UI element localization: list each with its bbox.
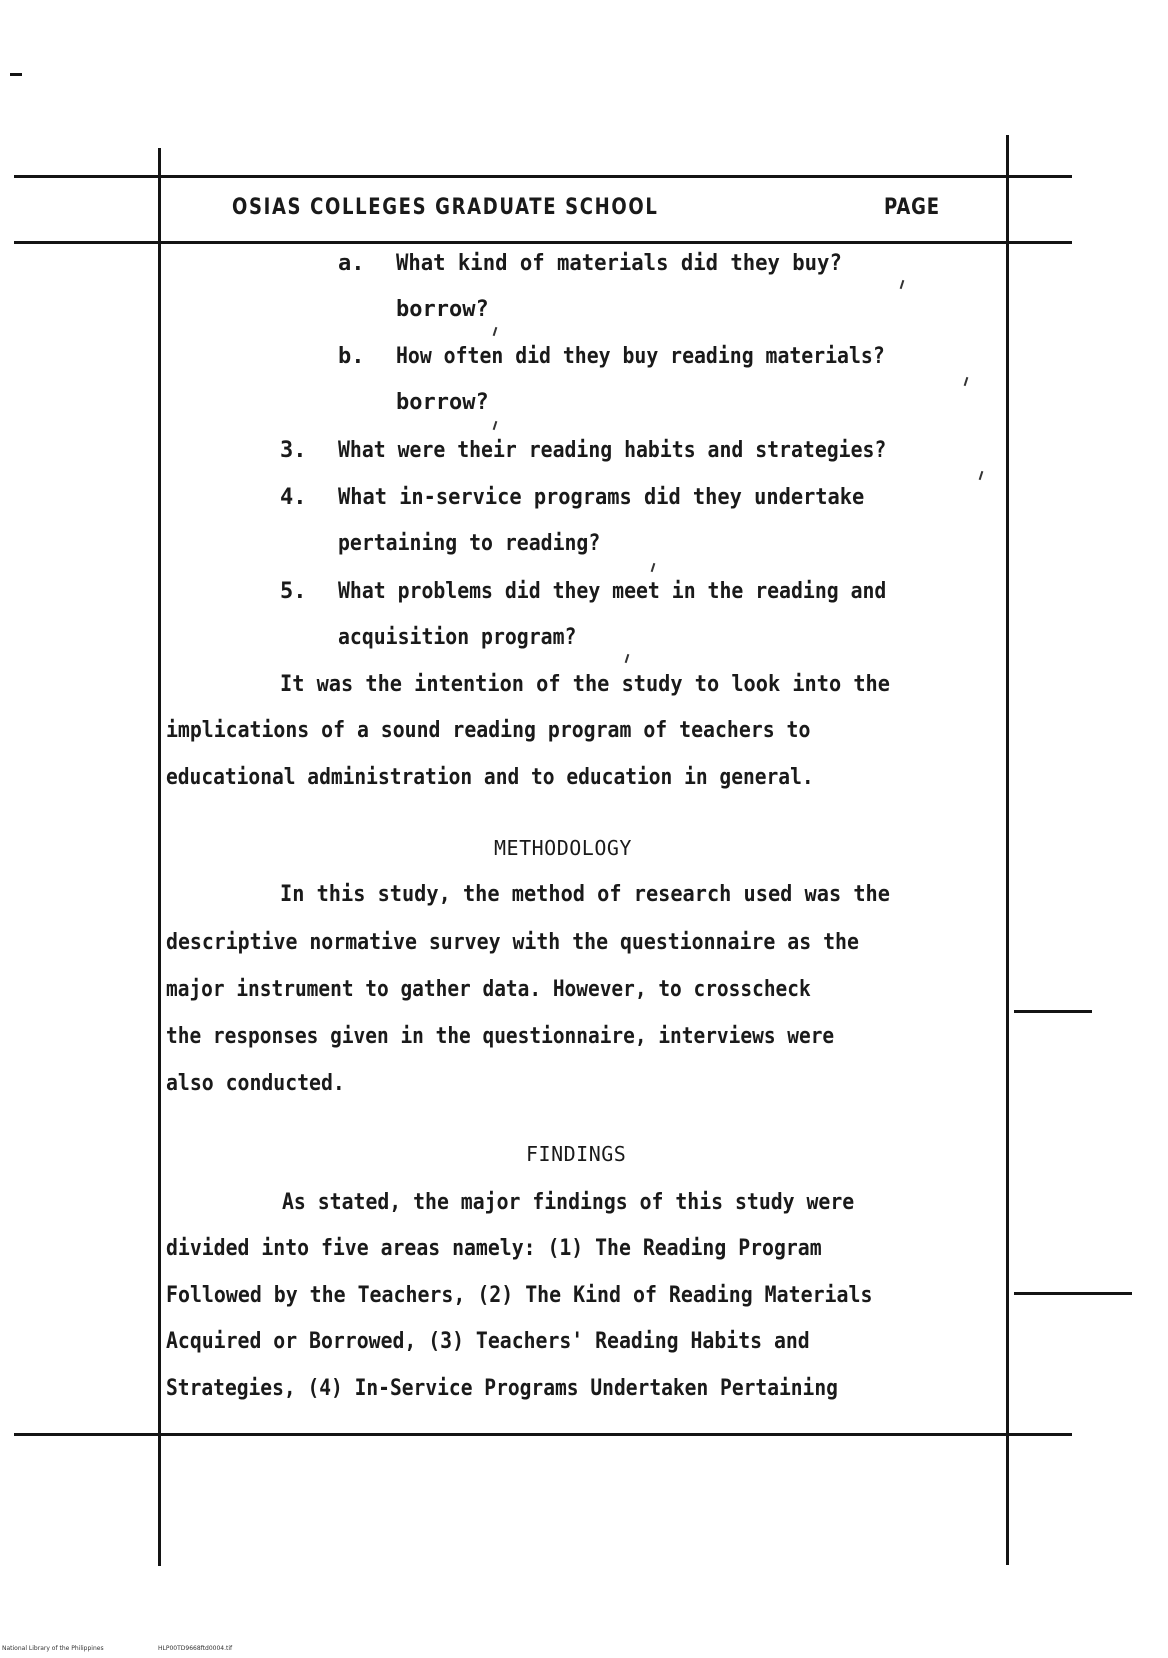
question-4-line-2: pertaining to reading? <box>338 531 601 556</box>
findings-line-2: divided into five areas namely: (1) The Reading Program <box>166 1236 822 1261</box>
pen-mark <box>964 377 969 386</box>
left-margin-rule <box>158 148 161 1566</box>
methodology-line-2: descriptive normative survey with the questionnaire as the <box>166 930 859 955</box>
pen-mark <box>493 327 498 336</box>
list-marker-4: 4. <box>280 485 307 510</box>
methodology-line-5: also conducted. <box>166 1071 345 1096</box>
right-margin-rule <box>1006 135 1009 1565</box>
question-5-line-2: acquisition program? <box>338 625 577 650</box>
list-marker-3: 3. <box>280 438 307 463</box>
intention-line-2: implications of a sound reading program of teachers to <box>166 718 811 743</box>
findings-line-1: As stated, the major findings of this study were <box>282 1190 855 1215</box>
question-b-line-2: borrow? <box>396 390 489 415</box>
intention-line-3: educational administration and to education in general. <box>166 765 814 790</box>
question-5-line-1: What problems did they meet in the reading and <box>338 579 887 604</box>
scan-file-id: HLP00TD9668ftd0004.tif <box>158 1645 233 1652</box>
school-header: OSIAS COLLEGES GRADUATE SCHOOL <box>232 195 659 220</box>
list-marker-5: 5. <box>280 579 307 604</box>
header-underline-rule <box>14 241 1072 244</box>
question-4-line-1: What in-service programs did they undertake <box>338 485 865 510</box>
page-label: PAGE <box>884 195 940 220</box>
question-3-line-1: What were their reading habits and strategies? <box>338 438 887 463</box>
library-credit: National Library of the Philippines <box>2 1645 104 1652</box>
list-marker-a: a. <box>338 251 365 276</box>
methodology-heading: METHODOLOGY <box>494 836 632 860</box>
pen-mark <box>900 280 905 289</box>
methodology-line-3: major instrument to gather data. However, to crosscheck <box>166 977 811 1002</box>
methodology-line-1: In this study, the method of research used was the <box>280 882 890 907</box>
findings-line-5: Strategies, (4) In-Service Programs Undertaken Pertaining <box>166 1376 838 1401</box>
methodology-line-4: the responses given in the questionnaire, interviews were <box>166 1024 835 1049</box>
findings-line-4: Acquired or Borrowed, (3) Teachers' Reading Habits and <box>166 1329 810 1354</box>
corner-mark <box>10 73 22 76</box>
list-marker-b: b. <box>338 344 365 369</box>
question-b-line-1: How often did they buy reading materials? <box>396 344 885 369</box>
right-margin-mark-2 <box>1014 1292 1132 1295</box>
findings-heading: FINDINGS <box>526 1142 627 1166</box>
pen-mark <box>979 471 984 480</box>
right-margin-mark-1 <box>1014 1010 1092 1013</box>
findings-line-3: Followed by the Teachers, (2) The Kind of Reading Materials <box>166 1283 873 1308</box>
pen-mark <box>493 421 498 430</box>
pen-mark <box>625 654 630 663</box>
top-border-rule <box>14 175 1072 178</box>
question-a-line-2: borrow? <box>396 297 489 322</box>
bottom-border-rule <box>14 1433 1072 1436</box>
intention-line-1: It was the intention of the study to look into the <box>280 672 890 697</box>
pen-mark <box>651 563 656 572</box>
question-a-line-1: What kind of materials did they buy? <box>396 251 842 276</box>
